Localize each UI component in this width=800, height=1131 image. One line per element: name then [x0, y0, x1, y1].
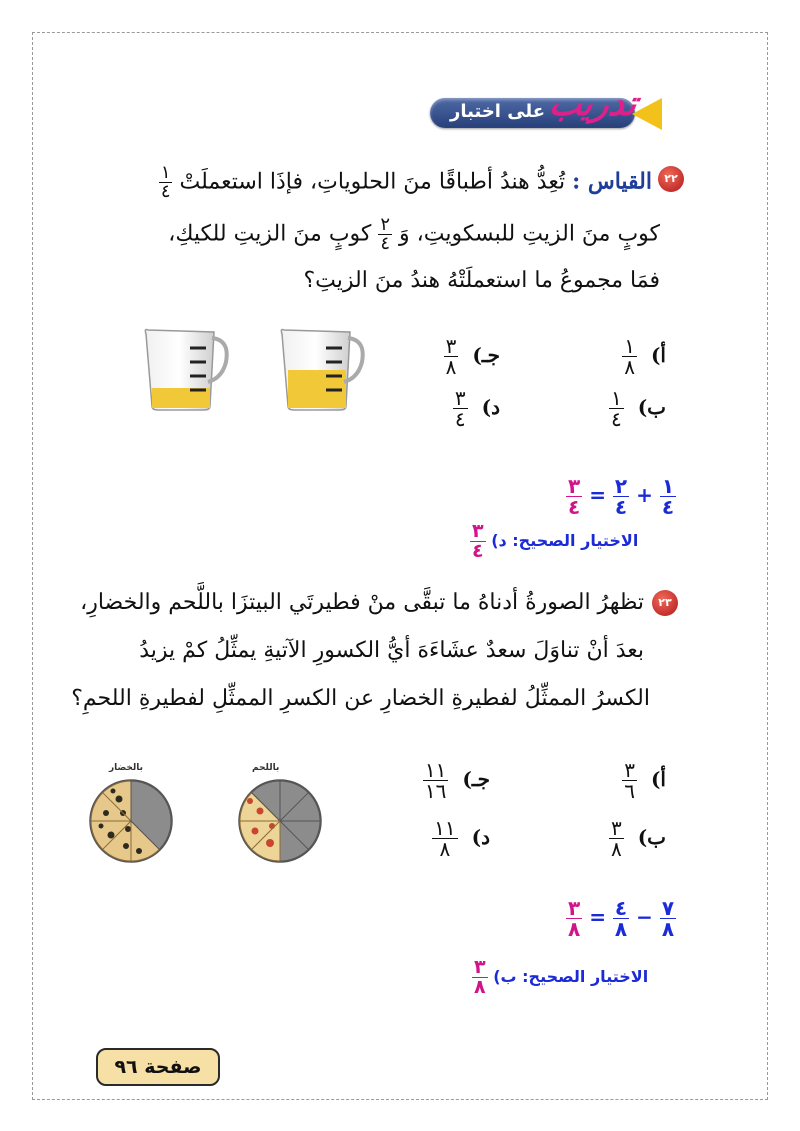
q22-option-b[interactable]: ب) $\frac{١}{٤}$ — [610, 386, 666, 431]
q22-option-b-fraction: $\frac{١}{٤}$ — [610, 386, 622, 431]
q22-line2-fraction: $\frac{٢}{٤}$ — [380, 214, 391, 254]
q22-line2b-text: كوبٍ منَ الزيتِ للكيكِ، — [168, 221, 372, 247]
q23-option-a-fraction: $\frac{٣}{٦}$ — [624, 758, 635, 803]
question-number-22: ٢٢ — [658, 166, 684, 192]
q23-option-b-fraction: $\frac{٣}{٨}$ — [610, 816, 622, 861]
measuring-cup-icon — [142, 322, 232, 412]
q22-line1-text: تُعِدُّ هندُ أطباقًا منَ الحلوياتِ، فإذَا استعملَتْ — [179, 169, 566, 195]
q22-option-c[interactable]: جـ) $\frac{٣}{٨}$ — [445, 334, 500, 379]
q23-correct-answer: الاختيار الصحيح: ب) $\frac{٣}{٨}$ — [474, 956, 649, 998]
q22-line-1 — [159, 164, 652, 201]
q22-option-d-fraction: $\frac{٣}{٤}$ — [454, 386, 466, 431]
pizza-meat-label: باللحم — [252, 763, 280, 773]
q22-answer-fraction: $\frac{٣}{٤}$ — [472, 520, 484, 562]
q22-option-c-fraction: $\frac{٣}{٨}$ — [445, 334, 457, 379]
q23-option-b[interactable]: ب) $\frac{٣}{٨}$ — [610, 816, 666, 861]
q23-option-d-fraction: $\frac{١١}{٨}$ — [434, 816, 456, 861]
q23-option-a[interactable]: أ) $\frac{٣}{٦}$ — [624, 758, 666, 803]
banner-arrow-icon — [632, 98, 662, 130]
q23-option-d[interactable]: د) $\frac{١١}{٨}$ — [434, 816, 490, 861]
q23-option-c-fraction: $\frac{١١}{١٦}$ — [424, 758, 447, 803]
q23-line-2: بعدَ أنْ تناوَلَ سعدٌ عشَاءَهَ أيُّ الكسورِ الآتيةِ يمثِّلُ كمْ يزيدُ — [139, 638, 644, 663]
q22-option-d[interactable]: د) $\frac{٣}{٤}$ — [454, 386, 500, 431]
q22-option-a[interactable]: أ) $\frac{١}{٨}$ — [624, 334, 666, 379]
banner-logo: تدريب — [546, 84, 641, 124]
q22-topic-label: القياس : — [572, 168, 652, 195]
q22-option-a-fraction: $\frac{١}{٨}$ — [624, 334, 635, 379]
q23-line-1: تظهرُ الصورةُ أدناهُ ما تبقَّى منْ فطيرتَي البيتزَا باللَّحم والخضارِ، — [80, 590, 644, 615]
q22-solution-equation: $\frac{١}{٤}$ + $\frac{٢}{٤}$ = $\frac{٣}{٤}$ — [568, 474, 675, 519]
q23-option-c[interactable]: جـ) $\frac{١١}{١٦}$ — [424, 758, 490, 803]
question-number-23: ٢٣ — [652, 590, 678, 616]
q22-line-2 — [168, 216, 660, 253]
q22-correct-answer: الاختيار الصحيح: د) $\frac{٣}{٤}$ — [472, 520, 639, 562]
page-number-badge: صفحة ٩٦ — [96, 1048, 220, 1086]
pizza-veg-label: بالخضار — [109, 763, 144, 773]
q23-answer-fraction: $\frac{٣}{٨}$ — [474, 956, 486, 998]
pizza-veg-icon — [88, 778, 174, 864]
practice-banner — [420, 84, 665, 136]
q22-line1-fraction: $\frac{١}{٤}$ — [160, 162, 171, 202]
q23-solution-equation: $\frac{٧}{٨}$ − $\frac{٤}{٨}$ = $\frac{٣}{٨}$ — [568, 896, 675, 941]
pizza-meat-icon — [237, 778, 323, 864]
banner-title: على اختبار — [450, 101, 546, 122]
measuring-cup-icon — [278, 322, 368, 412]
q22-line2a-text: كوبٍ منَ الزيتِ للبسكويتِ، وَ — [399, 221, 660, 247]
q22-line-3: فمَا مجموعُ ما استعملَتْهُ هندُ منَ الزيتِ؟ — [303, 268, 660, 293]
q23-line-3: الكسرُ الممثِّلُ لفطيرةِ الخضارِ عن الكسرِ الممثِّلِ لفطيرةِ اللحمِ؟ — [71, 686, 650, 711]
